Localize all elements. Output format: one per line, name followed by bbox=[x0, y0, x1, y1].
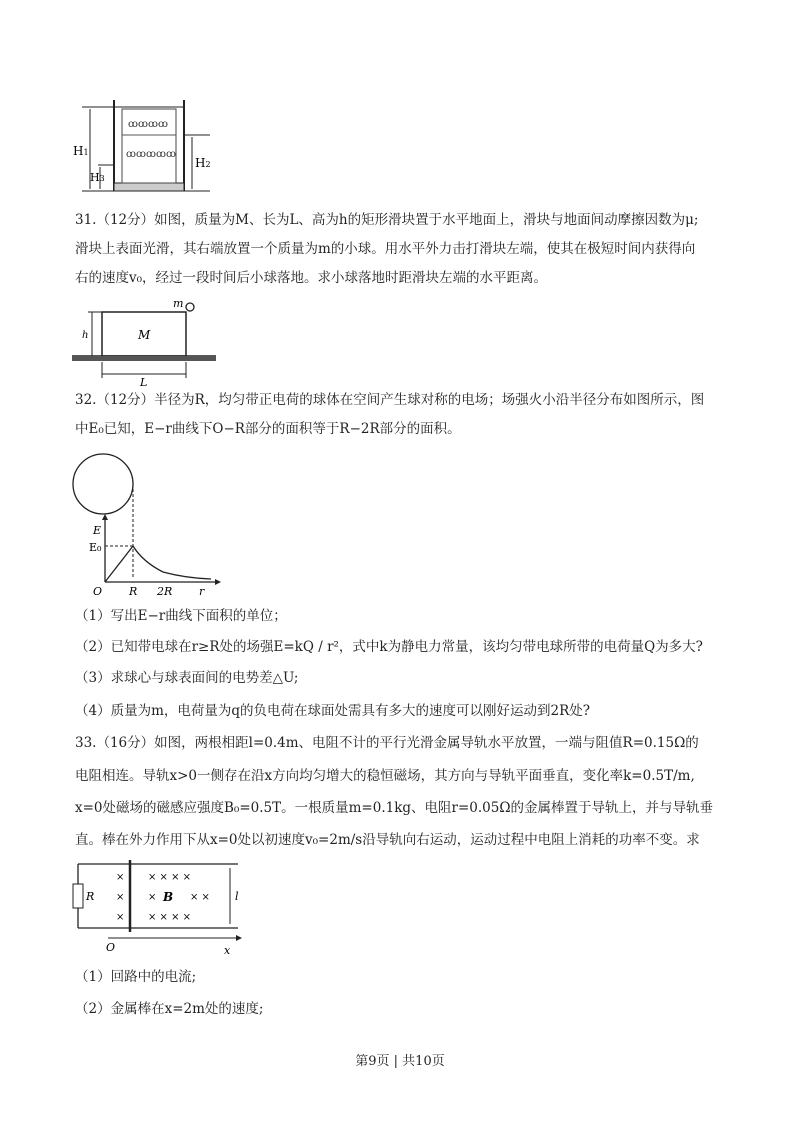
q33-line-2: 电阻相连。导轨x>0一侧存在沿x方向均匀增大的稳恒磁场，其方向与导轨平面垂直，变化率k=0.5T/m, bbox=[75, 768, 695, 784]
field-figure bbox=[65, 450, 225, 600]
R-tick-label: R bbox=[129, 585, 138, 598]
slider-figure bbox=[70, 298, 230, 388]
svg-text:× × × ×: × × × × bbox=[148, 872, 192, 883]
B-label: B bbox=[163, 890, 174, 904]
2R-tick-label: 2R bbox=[157, 585, 173, 598]
q33-sub-1: （1）回路中的电流; bbox=[75, 969, 197, 985]
svg-text:×: × bbox=[116, 872, 125, 883]
m-label: m bbox=[173, 298, 184, 310]
tank-figure bbox=[70, 95, 220, 197]
svg-text:H1: H1 bbox=[73, 144, 89, 158]
M-label: M bbox=[138, 328, 151, 342]
q32-sub-2: （2）已知带电球在r≥R处的场强E=kQ / r²，式中k为静电力常量，该均匀带电球所带的电荷量Q为多大? bbox=[75, 639, 703, 655]
svg-text:ꝏꝏꝏꝏꝏ: ꝏꝏꝏꝏꝏ bbox=[126, 149, 176, 160]
q31-line-3: 右的速度v₀，经过一段时间后小球落地。求小球落地时距滑块左端的水平距离。 bbox=[75, 270, 548, 286]
q32-sub-1: （1）写出E−r曲线下面积的单位； bbox=[75, 608, 287, 624]
q32-line-2: 中E₀已知，E−r曲线下O−R部分的面积等于R−2R部分的面积。 bbox=[75, 421, 461, 437]
svg-text:ꝏꝏꝏꝏ: ꝏꝏꝏꝏ bbox=[128, 119, 168, 130]
q33-line-1: 33.（16分）如图，两根相距l=0.4m、电阻不计的平行光滑金属导轨水平放置，一端与阻值R=0.15Ω的 bbox=[75, 735, 699, 751]
svg-text:H3: H3 bbox=[90, 171, 105, 184]
x-label: x bbox=[224, 944, 231, 956]
svg-text:× ×: × × bbox=[190, 892, 210, 903]
svg-text:H2: H2 bbox=[195, 156, 211, 170]
svg-text:×: × bbox=[116, 892, 125, 903]
q33-line-3: x=0处磁场的磁感应强度B₀=0.5T。一根质量m=0.1kg、电阻r=0.05Ω的金属棒置于导轨上，并与导轨垂 bbox=[75, 800, 714, 816]
L-label: L bbox=[140, 376, 148, 388]
q33-sub-2: （2）金属棒在x=2m处的速度; bbox=[75, 1001, 264, 1017]
r-axis-label: r bbox=[199, 585, 205, 598]
svg-text:×: × bbox=[116, 912, 125, 923]
q33-line-4: 直。棒在外力作用下从x=0处以初速度v₀=2m/s沿导轨向右运动，运动过程中电阻上消耗的功率不变。求 bbox=[75, 832, 700, 848]
h3-label: H bbox=[90, 171, 100, 184]
h2-label: H bbox=[195, 156, 206, 170]
q32-line-1: 32.（12分）半径为R，均匀带正电荷的球体在空间产生球对称的电场；场强火小沿半径分布如图所示，图 bbox=[75, 392, 705, 408]
q32-sub-4: （4）质量为m，电荷量为q的负电荷在球面处需具有多大的速度可以刚好运动到2R处? bbox=[75, 703, 591, 719]
O-label: O bbox=[106, 941, 116, 954]
l-label: l bbox=[235, 890, 239, 903]
E-axis-label: E bbox=[93, 524, 102, 537]
origin-label: O bbox=[93, 585, 103, 598]
q32-sub-3: （3）求球心与球表面间的电势差△U; bbox=[75, 670, 299, 686]
h-label: h bbox=[82, 330, 89, 341]
rail-figure bbox=[68, 858, 248, 956]
svg-text:× × × ×: × × × × bbox=[148, 912, 192, 923]
svg-text:×: × bbox=[148, 892, 157, 903]
q31-line-1: 31.（12分）如图，质量为M、长为L、高为h的矩形滑块置于水平地面上，滑块与地面间动摩擦因数为μ; bbox=[75, 212, 699, 228]
R-label: R bbox=[86, 890, 95, 903]
h1-label: H bbox=[73, 144, 84, 158]
q31-line-2: 滑块上表面光滑，其右端放置一个质量为m的小球。用水平外力击打滑块左端，使其在极短时间内获得向 bbox=[75, 241, 696, 257]
page-footer: 第9页 | 共10页 bbox=[355, 1054, 445, 1069]
E0-label: E₀ bbox=[89, 541, 102, 554]
